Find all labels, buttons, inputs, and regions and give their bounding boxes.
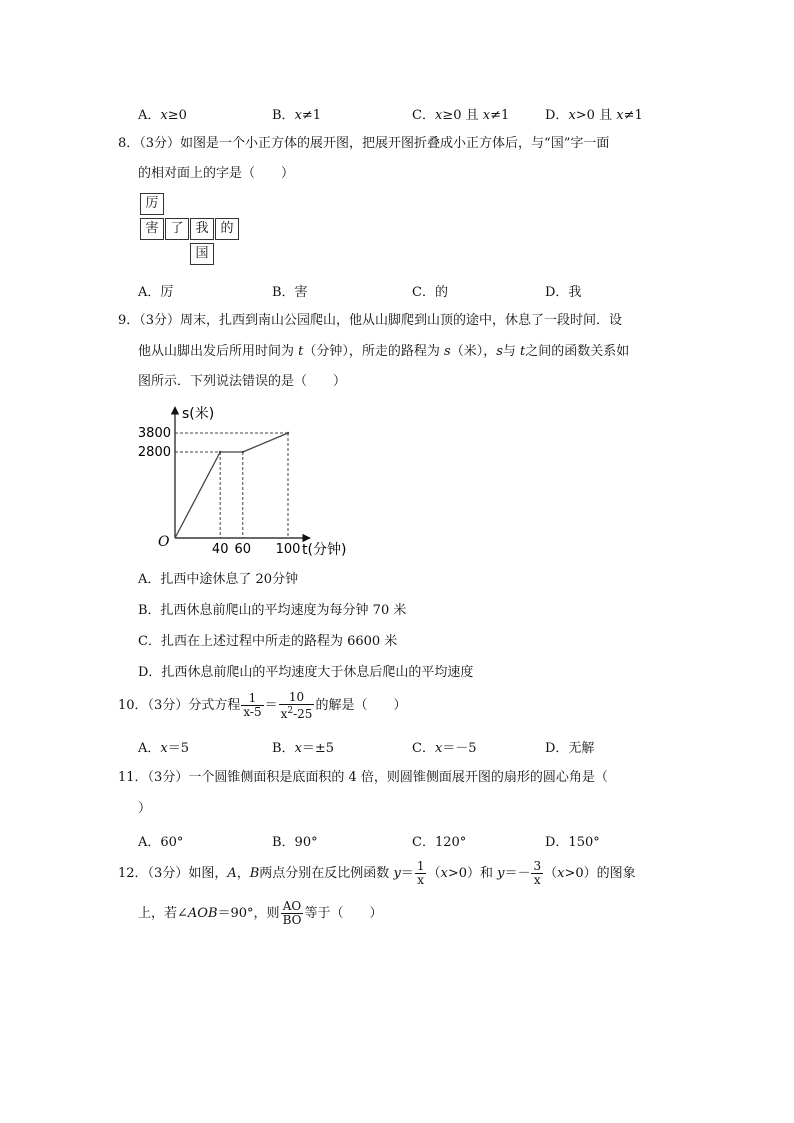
net-cell-3: 我 <box>190 218 214 240</box>
data-point-60 <box>242 451 244 453</box>
net-cell-top: 厉 <box>140 193 164 215</box>
q10-option-b: B．x＝±5 <box>272 741 335 756</box>
q10-fraction-1: $\frac{1}{x-5}$ <box>243 691 262 719</box>
net-cell-1: 害 <box>140 218 164 240</box>
distance-time-graph <box>137 402 360 560</box>
series-line <box>175 433 288 538</box>
x-tick-label-60: 60 <box>234 542 252 557</box>
q7-option-b: B．x≠1 <box>272 108 322 123</box>
q9-option-c: C．扎西在上述过程中所走的路程为 6600 米 <box>138 634 398 649</box>
x-tick-label-40: 40 <box>211 542 229 557</box>
data-point-40 <box>219 451 221 453</box>
data-point-100 <box>287 432 289 434</box>
q8-option-c: C．的 <box>412 285 448 300</box>
q7-option-d: D．x>0 且 x≠1 <box>545 108 643 123</box>
q8-option-b: B．害 <box>272 285 308 300</box>
x-axis-label: t(分钟) <box>302 542 347 558</box>
x-tick-label-100: 100 <box>275 542 301 557</box>
net-cell-2: 了 <box>165 218 189 240</box>
q12-stem-line2: 上，若∠AOB＝90°，则 $\frac{AO}{BO}$ 等于（ ） <box>138 899 383 927</box>
origin-label: O <box>158 534 170 550</box>
q10-option-a: A．x＝5 <box>138 741 190 756</box>
q11-stem-line2: ） <box>138 801 152 816</box>
q12-stem-line1: 12．（3分）如图，A，B两点分别在反比例函数 y＝ $\frac{1}{x}$ （x>0）和 y＝－ $\frac{3}{x}$ （x>0）的图象 <box>118 859 636 887</box>
q10-option-d: D．无解 <box>545 741 595 756</box>
q7-option-a: A．x≥0 <box>138 108 187 123</box>
q8-stem-line1: 8．（3分）如图是一个小正方体的展开图，把展开图折叠成小正方体后，与“国”字一面 <box>118 136 610 151</box>
q8-option-d: D．我 <box>545 285 582 300</box>
q11-stem-line1: 11．（3分）一个圆锥侧面积是底面积的 4 倍，则圆锥侧面展开图的扇形的圆心角是（ <box>118 770 608 785</box>
q12-fraction-3: $\frac{AO}{BO}$ <box>282 899 302 927</box>
q11-option-c: C．120° <box>412 835 467 850</box>
q8-stem-line2: 的相对面上的字是（ ） <box>138 166 295 181</box>
q11-option-b: B．90° <box>272 835 318 850</box>
q9-stem-line2: 他从山脚出发后所用时间为 t（分钟），所走的路程为 s（米），s与 t之间的函数关系如 <box>138 344 630 359</box>
q12-fraction-1: $\frac{1}{x}$ <box>416 859 425 887</box>
q9-stem-line1: 9．（3分）周末，扎西到南山公园爬山，他从山脚爬到山顶的途中，休息了一段时间．设 <box>118 313 623 328</box>
q12-fraction-2: $\frac{3}{x}$ <box>533 859 542 887</box>
net-cell-4: 的 <box>215 218 239 240</box>
q11-option-a: A．60° <box>138 835 184 850</box>
q11-option-d: D．150° <box>545 835 600 850</box>
q9-option-b: B．扎西休息前爬山的平均速度为每分钟 70 米 <box>138 603 407 618</box>
q9-option-a: A．扎西中途休息了 20分钟 <box>138 572 299 587</box>
q10-option-c: C．x＝－5 <box>412 741 477 756</box>
net-cell-bottom: 国 <box>190 243 214 265</box>
q10-fraction-2: $\frac{10}{x^2-25}$ <box>280 689 313 721</box>
q10-stem: 10．（3分）分式方程 $\frac{1}{x-5}$ ＝ $\frac{10}{x^2-25}$ 的解是（ ） <box>118 689 407 721</box>
y-tick-label-2800: 2800 <box>137 445 171 460</box>
q9-option-d: D．扎西休息前爬山的平均速度大于休息后爬山的平均速度 <box>138 665 474 680</box>
y-axis-label: s(米) <box>182 406 215 422</box>
q9-stem-line3: 图所示．下列说法错误的是（ ） <box>138 374 347 389</box>
y-tick-label-3800: 3800 <box>137 426 171 441</box>
q7-option-c: C．x≥0 且 x≠1 <box>412 108 510 123</box>
q8-option-a: A．厉 <box>138 285 174 300</box>
